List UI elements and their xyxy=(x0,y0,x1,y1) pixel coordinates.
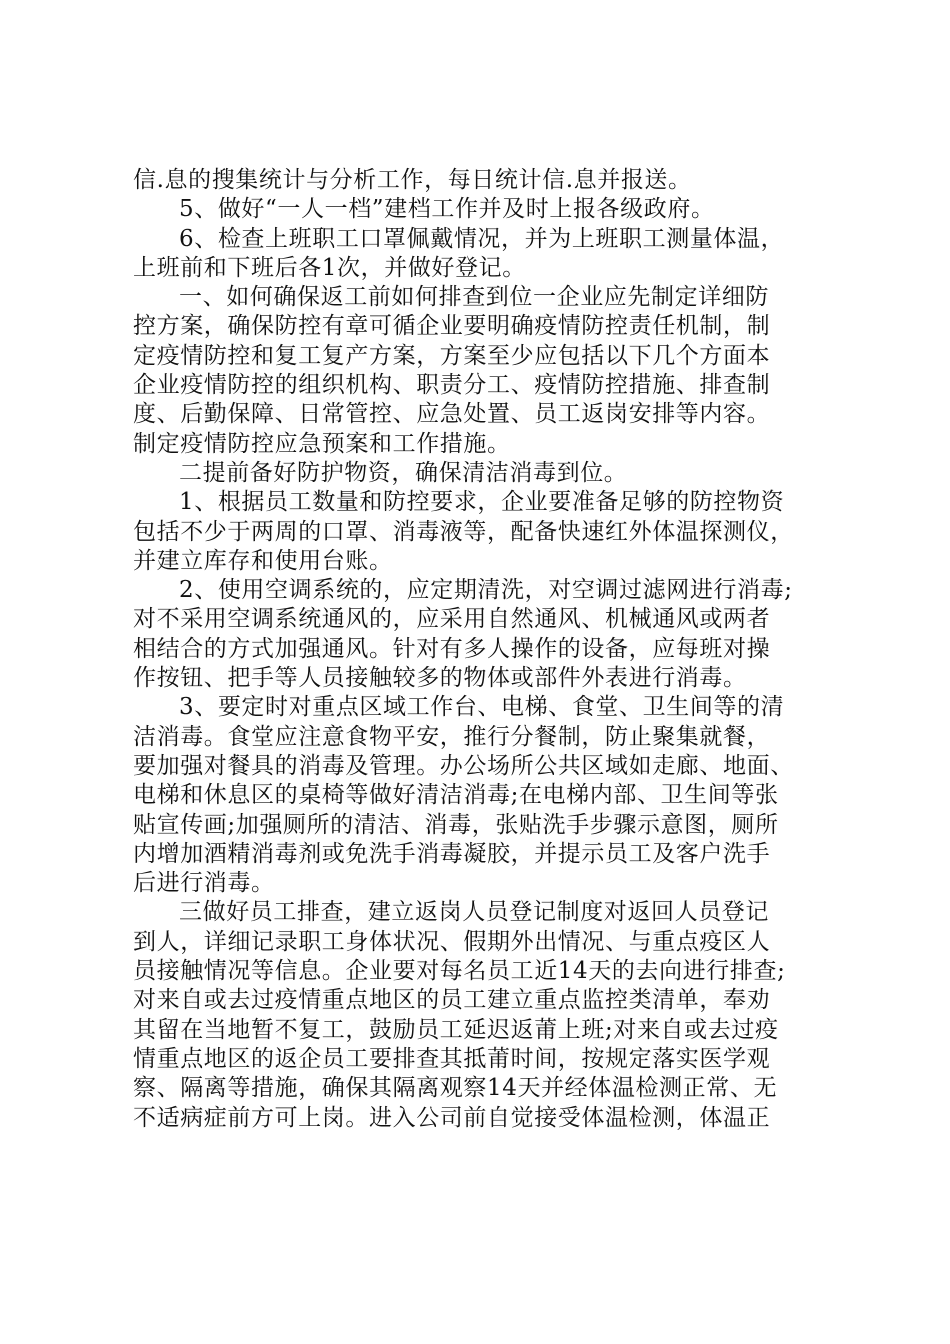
text-line: 内增加酒精消毒剂或免洗手消毒凝胶，并提示员工及客户洗手 xyxy=(133,840,771,867)
text-line: 洁消毒。食堂应注意食物平安，推行分餐制，防止聚集就餐， xyxy=(133,723,771,750)
text-line: 到人，详细记录职工身体状况、假期外出情况、与重点疫区人 xyxy=(133,928,771,955)
text-line: 作按钮、把手等人员接触较多的物体或部件外表进行消毒。 xyxy=(133,665,747,692)
text-line: 企业疫情防控的组织机构、职责分工、疫情防控措施、排查制 xyxy=(133,372,771,399)
document-body xyxy=(133,166,853,1133)
text-line: 定疫情防控和复工复产方案，方案至少应包括以下几个方面本 xyxy=(133,342,771,369)
text-line: 电梯和休息区的桌椅等做好清洁消毒;在电梯内部、卫生间等张 xyxy=(133,782,779,809)
text-line: 三做好员工排查，建立返岗人员登记制度对返回人员登记 xyxy=(179,899,769,926)
text-line: 情重点地区的返企员工要排查其抵莆时间，按规定落实医学观 xyxy=(133,1045,771,1072)
text-line: 控方案，确保防控有章可循企业要明确疫情防控责任机制，制 xyxy=(133,313,771,340)
text-line: 度、后勤保障、日常管控、应急处置、员工返岗安排等内容。 xyxy=(133,401,771,428)
text-line: 要加强对餐具的消毒及管理。办公场所公共区域如走廊、地面、 xyxy=(133,752,794,779)
text-line: 相结合的方式加强通风。针对有多人操作的设备，应每班对操 xyxy=(133,635,771,662)
text-line: 二提前备好防护物资，确保清洁消毒到位。 xyxy=(179,459,628,486)
text-line: 其留在当地暂不复工，鼓励员工延迟返莆上班;对来自或去过疫 xyxy=(133,1016,779,1043)
text-line: 制定疫情防控应急预案和工作措施。 xyxy=(133,430,511,457)
text-line: 5、做好“一人一档”建档工作并及时上报各级政府。 xyxy=(179,196,715,223)
text-line: 后进行消毒。 xyxy=(133,870,275,897)
text-line: 员接触情况等信息。企业要对每名员工近14天的去向进行排查; xyxy=(133,958,786,985)
text-line: 6、检查上班职工口罩佩戴情况，并为上班职工测量体温， xyxy=(179,225,785,252)
text-line: 包括不少于两周的口罩、消毒液等，配备快速红外体温探测仪， xyxy=(133,518,794,545)
text-line: 对不采用空调系统通风的，应采用自然通风、机械通风或两者 xyxy=(133,606,771,633)
text-line: 不适病症前方可上岗。进入公司前自觉接受体温检测，体温正 xyxy=(133,1104,771,1131)
text-line: 上班前和下班后各1次，并做好登记。 xyxy=(133,254,526,281)
text-line: 一、如何确保返工前如何排查到位一企业应先制定详细防 xyxy=(179,284,769,311)
text-line: 信.息的搜集统计与分析工作，每日统计信.息并报送。 xyxy=(133,167,692,193)
text-line: 2、使用空调系统的，应定期清洗，对空调过滤网进行消毒; xyxy=(179,577,793,604)
text-line: 对来自或去过疫情重点地区的员工建立重点监控类清单，奉劝 xyxy=(133,987,771,1014)
text-line: 贴宣传画;加强厕所的清洁、消毒，张贴洗手步骤示意图，厕所 xyxy=(133,811,779,838)
text-line: 并建立库存和使用台账。 xyxy=(133,547,393,574)
text-line: 察、隔离等措施，确保其隔离观察14天并经体温检测正常、无 xyxy=(133,1075,778,1102)
text-line: 1、根据员工数量和防控要求，企业要准备足够的防控物资 xyxy=(179,489,785,516)
text-line: 3、要定时对重点区域工作台、电梯、食堂、卫生间等的清 xyxy=(179,694,785,721)
